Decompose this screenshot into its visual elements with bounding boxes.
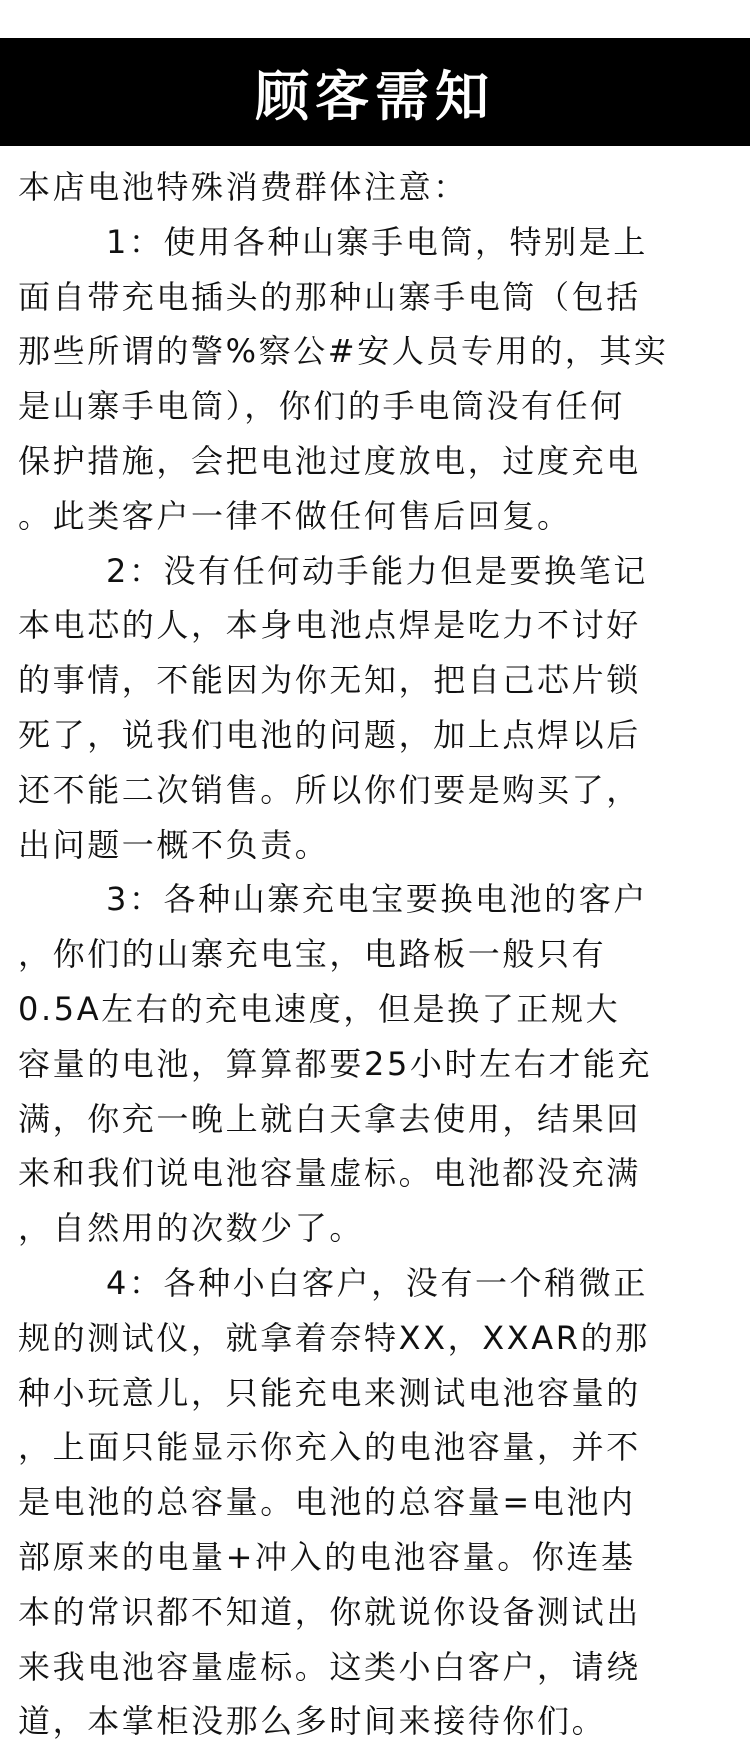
notice-item-2-line: 死了，说我们电池的问题，加上点焊以后 — [18, 715, 641, 754]
notice-item-2-line: 还不能二次销售。所以你们要是购买了， — [18, 770, 641, 809]
notice-item-4-line: 本的常识都不知道，你就说你设备测试出 — [18, 1592, 641, 1631]
notice-item-2-line: 的事情，不能因为你无知，把自己芯片锁 — [18, 661, 641, 700]
notice-item-4-line: 规的测试仪，就拿着奈特XX，XXAR的那 — [18, 1318, 650, 1357]
notice-item-3-line: 3：各种山寨充电宝要换电池的客户 — [106, 880, 648, 919]
notice-item-1-line: 1：使用各种山寨手电筒，特别是上 — [106, 222, 648, 261]
header-banner — [0, 38, 750, 146]
notice-item-2-line: 出问题一概不负责。 — [18, 825, 330, 864]
notice-item-1-line: 。此类客户一律不做任何售后回复。 — [18, 496, 572, 535]
notice-item-4-line: ，上面只能显示你充入的电池容量，并不 — [18, 1428, 641, 1467]
notice-item-4-line: 4：各种小白客户，没有一个稍微正 — [106, 1263, 648, 1302]
notice-item-1-line: 面自带充电插头的那种山寨手电筒（包括 — [18, 277, 641, 316]
notice-item-4-line: 道，本掌柜没那么多时间来接待你们。 — [18, 1702, 607, 1741]
notice-item-3-line: ，你们的山寨充电宝，电路板一般只有 — [18, 935, 607, 974]
notice-item-3-line: 来和我们说电池容量虚标。电池都没充满 — [18, 1154, 641, 1193]
notice-item-2-line: 本电芯的人，本身电池点焊是吃力不讨好 — [18, 606, 641, 645]
notice-item-1-line: 那些所谓的警%察公#安人员专用的，其实 — [18, 332, 669, 371]
notice-item-3-line: 0.5A左右的充电速度，但是换了正规大 — [18, 989, 621, 1028]
notice-item-1-line: 保护措施，会把电池过度放电，过度充电 — [18, 441, 641, 480]
notice-item-4-line: 是电池的总容量。电池的总容量=电池内 — [18, 1483, 636, 1522]
notice-item-3-line: 容量的电池，算算都要25小时左右才能充 — [18, 1044, 653, 1083]
notice-body — [18, 160, 732, 1749]
page-title: 顾客需知 — [255, 64, 495, 128]
notice-item-3-line: 满，你充一晚上就白天拿去使用，结果回 — [18, 1099, 641, 1138]
notice-item-4-line: 种小玩意儿，只能充电来测试电池容量的 — [18, 1373, 641, 1412]
notice-item-1-line: 是山寨手电筒），你们的手电筒没有任何 — [18, 387, 625, 426]
notice-item-4-line: 部原来的电量+冲入的电池容量。你连基 — [18, 1537, 636, 1576]
notice-item-4-line: 来我电池容量虚标。这类小白客户，请绕 — [18, 1647, 641, 1686]
notice-item-2-line: 2：没有任何动手能力但是要换笔记 — [106, 551, 648, 590]
notice-item-3-line: ，自然用的次数少了。 — [18, 1209, 365, 1248]
notice-intro: 本店电池特殊消费群体注意： — [18, 168, 468, 206]
